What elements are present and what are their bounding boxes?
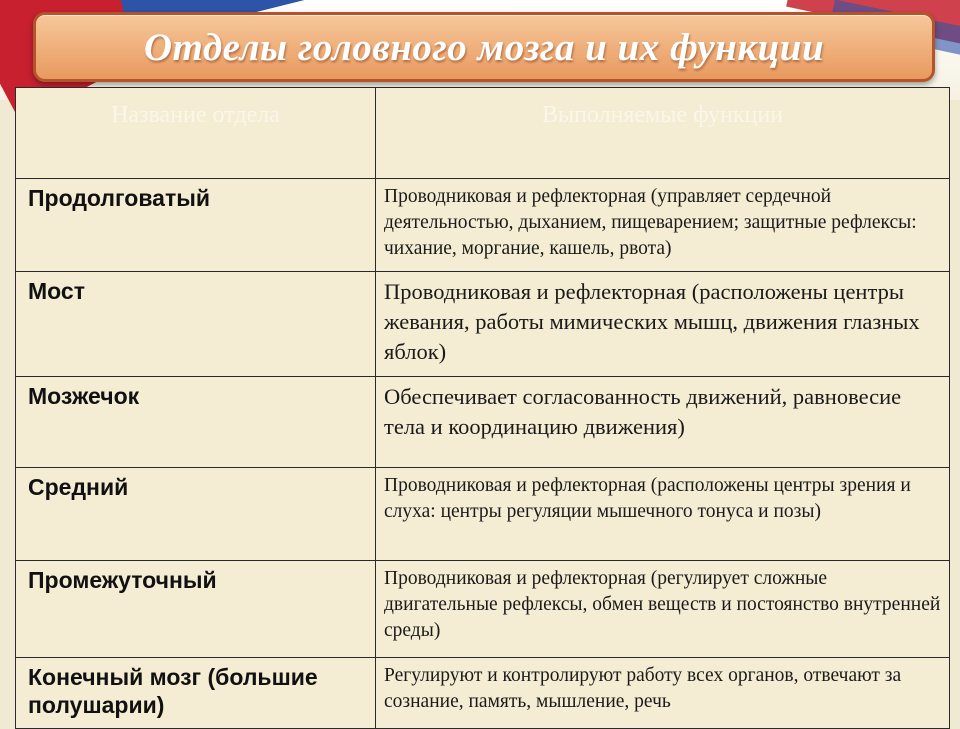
section-name: Конечный мозг (большие полушарии) [28,664,318,718]
table-row [16,179,950,272]
header-cell-functions [376,88,950,179]
section-name: Продолговатый [28,185,211,211]
desc-cell [376,468,950,561]
table-header-row [16,88,950,179]
brain-sections-table [15,87,950,729]
desc-cell [376,179,950,272]
name-cell [16,377,376,468]
section-name: Промежуточный [28,567,217,593]
table-row [16,561,950,658]
desc-cell [376,658,950,729]
desc-cell [376,377,950,468]
table-row [16,272,950,377]
desc-cell [376,561,950,658]
desc-cell [376,272,950,377]
name-cell [16,468,376,561]
name-cell [16,179,376,272]
name-cell [16,561,376,658]
name-cell [16,272,376,377]
section-functions: Проводниковая и рефлекторная (управляет сердечной деятельностью, дыханием, пищеварением; защитные рефлексы: чихание, моргание, кашель, рвота) [384,186,917,259]
section-functions: Регулируют и контролируют работу всех органов, отвечают за сознание, память, мышление, речь [384,665,902,712]
section-functions: Обеспечивает согласованность движений, равновесие тела и координацию движения) [384,384,902,439]
section-name: Мозжечок [28,383,140,409]
section-functions: Проводниковая и рефлекторная (регулирует сложные двигательные рефлексы, обмен веществ и постоянство внутренней среды) [384,568,941,641]
title-banner [33,12,935,82]
table-row [16,658,950,729]
table-row [16,468,950,561]
header-functions: Выполняемые функции [541,102,784,128]
slide-title: Отделы головного мозга и их функции [143,25,825,69]
section-name: Средний [28,474,129,500]
name-cell [16,658,376,729]
header-cell-name [16,88,376,179]
section-name: Мост [28,278,85,304]
table-row [16,377,950,468]
section-functions: Проводниковая и рефлекторная (расположены центры зрения и слуха: центры регуляции мышечного тонуса и позы) [384,475,911,522]
header-name: Название отдела [111,102,280,128]
section-functions: Проводниковая и рефлекторная (расположены центры жевания, работы мимических мышц, движения глазных яблок) [384,279,920,364]
